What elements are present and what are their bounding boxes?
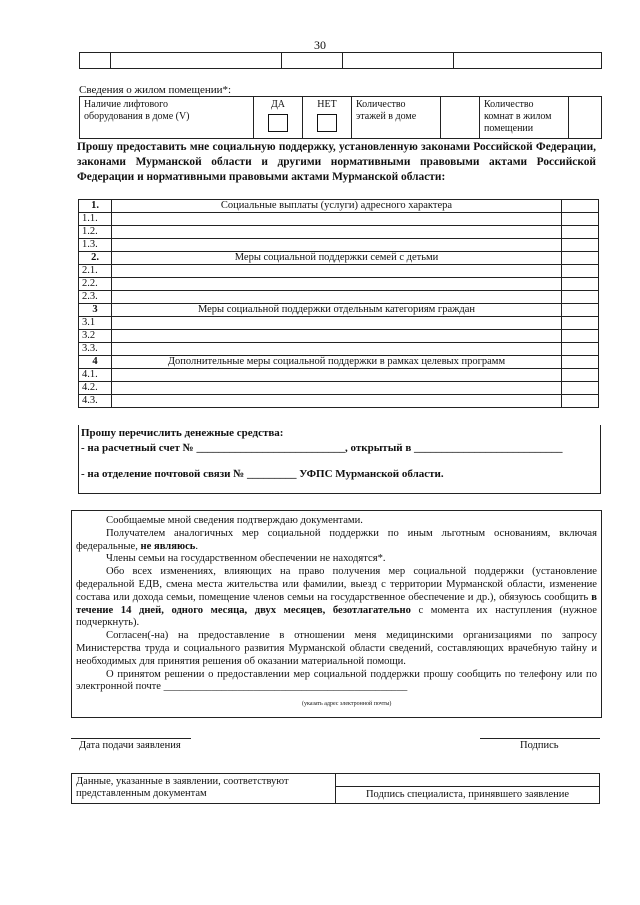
item-number: 3.2: [79, 330, 112, 343]
item-mark-cell[interactable]: [562, 291, 599, 304]
group-number: 4: [79, 356, 112, 369]
services-table: [78, 199, 599, 408]
rooms-label-cell: Количество комнат в жилом помещении: [480, 97, 569, 139]
services-item-row: [79, 317, 599, 330]
empty-cell: [80, 53, 111, 69]
item-text-cell[interactable]: [112, 239, 562, 252]
item-number: 4.2.: [79, 382, 112, 395]
item-text-cell[interactable]: [112, 395, 562, 408]
no-checkbox[interactable]: [317, 114, 337, 132]
item-text-cell[interactable]: [112, 317, 562, 330]
specialist-signature-label: Подпись специалиста, принявшего заявление: [336, 786, 599, 803]
services-group-row: [79, 356, 599, 369]
item-mark-cell[interactable]: [562, 369, 599, 382]
group-title: Меры социальной поддержки семей с детьми: [112, 252, 562, 265]
item-mark-cell[interactable]: [562, 278, 599, 291]
item-mark-cell[interactable]: [562, 395, 599, 408]
yes-checkbox[interactable]: [268, 114, 288, 132]
item-text-cell[interactable]: [112, 369, 562, 382]
group-title: Социальные выплаты (услуги) адресного характера: [112, 200, 562, 213]
item-number: 2.2.: [79, 278, 112, 291]
no-cell: [303, 97, 352, 139]
item-mark-cell[interactable]: [562, 213, 599, 226]
services-item-row: [79, 278, 599, 291]
item-text-cell[interactable]: [112, 382, 562, 395]
group-mark-cell[interactable]: [562, 200, 599, 213]
item-number: 3.3.: [79, 343, 112, 356]
item-number: 4.1.: [79, 369, 112, 382]
item-number: 1.1.: [79, 213, 112, 226]
group-title: Дополнительные меры социальной поддержки в рамках целевых программ: [112, 356, 562, 369]
rooms-value-cell[interactable]: [569, 97, 602, 139]
item-text-cell[interactable]: [112, 343, 562, 356]
item-mark-cell[interactable]: [562, 343, 599, 356]
signature-line: [480, 738, 600, 739]
services-item-row: [79, 330, 599, 343]
no-label: НЕТ: [317, 99, 337, 110]
item-mark-cell[interactable]: [562, 226, 599, 239]
group-number: 1.: [79, 200, 112, 213]
item-number: 4.3.: [79, 395, 112, 408]
services-group-row: [79, 252, 599, 265]
services-group-row: [79, 304, 599, 317]
item-text-cell[interactable]: [112, 265, 562, 278]
empty-cell: [111, 53, 282, 69]
consent-section: [71, 510, 602, 718]
consent-p2: Получателем аналогичных мер социальной поддержки по иным льготным основаниям, включая федеральные, не являюсь.: [76, 527, 597, 552]
item-number: 3.1: [79, 317, 112, 330]
yes-cell: [254, 97, 303, 139]
group-mark-cell[interactable]: [562, 304, 599, 317]
yes-label: ДА: [270, 99, 286, 110]
services-item-row: [79, 226, 599, 239]
item-number: 1.3.: [79, 239, 112, 252]
services-item-row: [79, 369, 599, 382]
post-office-line[interactable]: - на отделение почтовой связи № _________ УФПС Мурманской области.: [81, 468, 444, 480]
item-mark-cell[interactable]: [562, 265, 599, 278]
date-label: Дата подачи заявления: [79, 740, 181, 751]
account-line[interactable]: - на расчетный счет № ___________________________, открытый в ___________________________: [81, 442, 563, 454]
payment-section: [78, 425, 601, 494]
empty-cell: [343, 53, 454, 69]
floors-value-cell[interactable]: [441, 97, 480, 139]
request-text: Прошу предоставить мне социальную поддержку, установленную законами Российской Федерации, законами Мурманской области и другими нормативными правовыми актами Российской Федерации и нормативными правовыми актами Мурманской области:: [77, 141, 596, 183]
verification-text-cell: Данные, указанные в заявлении, соответствуют представленным документам: [72, 774, 336, 804]
signature-label: Подпись: [520, 740, 559, 751]
specialist-signature-cell[interactable]: [336, 774, 600, 804]
group-number: 3: [79, 304, 112, 317]
services-item-row: [79, 239, 599, 252]
item-mark-cell[interactable]: [562, 330, 599, 343]
item-number: 1.2.: [79, 226, 112, 239]
empty-header-row-table: [79, 52, 602, 69]
payment-title: Прошу перечислить денежные средства:: [81, 427, 284, 439]
elevator-label-cell: Наличие лифтового оборудования в доме (V): [80, 97, 254, 139]
services-item-row: [79, 382, 599, 395]
elevator-label: Наличие лифтового: [84, 99, 168, 110]
housing-section-title: Сведения о жилом помещении*:: [79, 84, 232, 96]
empty-cell: [454, 53, 602, 69]
item-text-cell[interactable]: [112, 213, 562, 226]
page-number: 30: [314, 38, 326, 52]
group-title: Меры социальной поддержки отдельным категориям граждан: [112, 304, 562, 317]
consent-p3: Члены семьи на государственном обеспечении не находятся*.: [106, 553, 386, 565]
email-hint: (указать адрес электронной почты): [302, 701, 392, 707]
item-mark-cell[interactable]: [562, 239, 599, 252]
services-item-row: [79, 213, 599, 226]
item-number: 2.1.: [79, 265, 112, 278]
services-group-row: [79, 200, 599, 213]
date-signature-line: [71, 738, 191, 739]
group-mark-cell[interactable]: [562, 356, 599, 369]
item-text-cell[interactable]: [112, 226, 562, 239]
item-number: 2.3.: [79, 291, 112, 304]
item-mark-cell[interactable]: [562, 382, 599, 395]
services-item-row: [79, 291, 599, 304]
item-text-cell[interactable]: [112, 330, 562, 343]
item-text-cell[interactable]: [112, 291, 562, 304]
item-mark-cell[interactable]: [562, 317, 599, 330]
group-mark-cell[interactable]: [562, 252, 599, 265]
floors-label-cell: Количество этажей в доме: [352, 97, 441, 139]
services-item-row: [79, 395, 599, 408]
group-number: 2.: [79, 252, 112, 265]
consent-p5: Согласен(-на) на предоставление в отношении меня медицинскими организациями по запросу Министерства труда и социального развития Мурманской области сведений, составляющих врачебную тайну и необходимых для принятия решения об оказании материальной помощи.: [76, 630, 597, 667]
consent-p4: Обо всех изменениях, влияющих на право получения мер социальной поддержки (установление федеральной ЕДВ, смена места жительства или фамилии, выезд с территории Мурманской области, изменение состава или дохода семьи, помещение членов семьи на государственное обеспечение и др.), обязуюсь сообщить в течение 14 дней, одного месяца, двух месяцев, безотлагательно с момента их наступления (нужное подчеркнуть).: [76, 566, 597, 629]
services-item-row: [79, 343, 599, 356]
consent-p6[interactable]: О принятом решении о предоставлении мер социальной поддержки прошу сообщить по телефону или по электронной почте ______________________________________________: [76, 668, 597, 693]
verification-table: [71, 773, 600, 804]
empty-cell: [282, 53, 343, 69]
item-text-cell[interactable]: [112, 278, 562, 291]
services-item-row: [79, 265, 599, 278]
housing-table: [79, 96, 602, 139]
consent-p1: Сообщаемые мной сведения подтверждаю документами.: [106, 515, 363, 526]
